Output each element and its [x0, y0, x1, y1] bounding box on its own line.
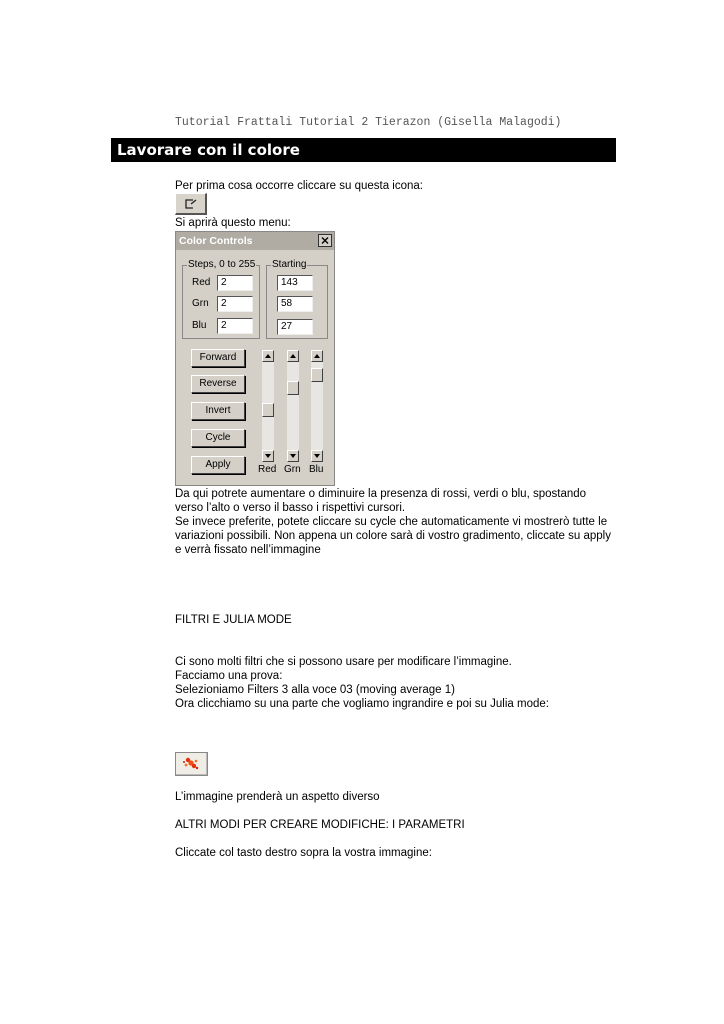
- paragraph-line: Se invece preferite, potete cliccare su cycle che automaticamente vi mostrerò tutte le: [175, 516, 608, 528]
- blu-slider-thumb[interactable]: [311, 368, 323, 382]
- steps-group: [182, 259, 260, 339]
- grn-slider-up-arrow-icon[interactable]: [287, 350, 299, 362]
- paragraph-line: Selezioniamo Filters 3 alla voce 03 (moving average 1): [175, 684, 455, 696]
- invert-button[interactable]: Invert: [191, 402, 245, 420]
- blu-slider-up-arrow-icon[interactable]: [311, 350, 323, 362]
- red-steps-input[interactable]: 2: [217, 275, 253, 291]
- row-label-grn: Grn: [192, 298, 209, 309]
- color-controls-dialog: [175, 231, 335, 486]
- close-icon[interactable]: [318, 234, 332, 247]
- blu-slider-down-arrow-icon[interactable]: [311, 450, 323, 462]
- grn-slider-down-arrow-icon[interactable]: [287, 450, 299, 462]
- document-header: Tutorial Frattali Tutorial 2 Tierazon (Gisella Malagodi): [175, 116, 562, 129]
- row-label-red: Red: [192, 277, 211, 288]
- dialog-title: Color Controls: [176, 232, 334, 250]
- red-slider-down-arrow-icon[interactable]: [262, 450, 274, 462]
- forward-button[interactable]: Forward: [191, 349, 245, 367]
- result-line: L’immagine prenderà un aspetto diverso: [175, 791, 380, 803]
- blu-slider[interactable]: [311, 350, 323, 462]
- paragraph-line: variazioni possibili. Non appena un colore sarà di vostro gradimento, cliccate su apply: [175, 530, 611, 542]
- grn-slider[interactable]: [287, 350, 299, 462]
- paragraph-line: e verrà fissato nell’immagine: [175, 544, 321, 556]
- cycle-button[interactable]: Cycle: [191, 429, 245, 447]
- paragraph-line: Ora clicchiamo su una parte che vogliamo ingrandire e poi su Julia mode:: [175, 698, 549, 710]
- section-title: Lavorare con il colore: [111, 138, 616, 162]
- grn-start-input[interactable]: 58: [277, 296, 313, 312]
- red-slider-up-arrow-icon[interactable]: [262, 350, 274, 362]
- julia-fractal-icon: [176, 753, 207, 775]
- paragraph-line: Da qui potrete aumentare o diminuire la presenza di rossi, verdi o blu, spostando: [175, 488, 587, 500]
- blu-slider-label: Blu: [309, 464, 324, 475]
- steps-label: Steps, 0 to 255: [188, 259, 256, 270]
- blu-start-input[interactable]: 27: [277, 319, 313, 335]
- red-slider-thumb[interactable]: [262, 403, 274, 417]
- red-start-input[interactable]: 143: [277, 275, 313, 291]
- paragraph-line: Facciamo una prova:: [175, 670, 283, 682]
- intro-line: Per prima cosa occorre cliccare su questa icona:: [175, 180, 423, 192]
- reverse-button[interactable]: Reverse: [191, 375, 245, 393]
- row-label-blu: Blu: [192, 320, 207, 331]
- color-controls-icon[interactable]: [175, 193, 207, 215]
- color-palette-icon: [184, 198, 198, 210]
- paragraph-line: Ci sono molti filtri che si possono usare per modificare l’immagine.: [175, 656, 512, 668]
- julia-mode-icon[interactable]: [175, 752, 208, 776]
- red-slider[interactable]: [262, 350, 274, 462]
- starting-label: Starting: [272, 259, 307, 270]
- paragraph-line: verso l’alto o verso il basso i rispettivi cursori.: [175, 502, 406, 514]
- heading-params: ALTRI MODI PER CREARE MODIFICHE: I PARAMETRI: [175, 819, 465, 831]
- grn-steps-input[interactable]: 2: [217, 296, 253, 312]
- heading-filters: FILTRI E JULIA MODE: [175, 614, 292, 626]
- apply-button[interactable]: Apply: [191, 456, 245, 474]
- final-line: Cliccate col tasto destro sopra la vostra immagine:: [175, 847, 432, 859]
- starting-group: [266, 259, 328, 339]
- menu-line: Si aprirà questo menu:: [175, 217, 291, 229]
- red-slider-label: Red: [258, 464, 277, 475]
- grn-slider-thumb[interactable]: [287, 381, 299, 395]
- blu-steps-input[interactable]: 2: [217, 318, 253, 334]
- grn-slider-label: Grn: [284, 464, 301, 475]
